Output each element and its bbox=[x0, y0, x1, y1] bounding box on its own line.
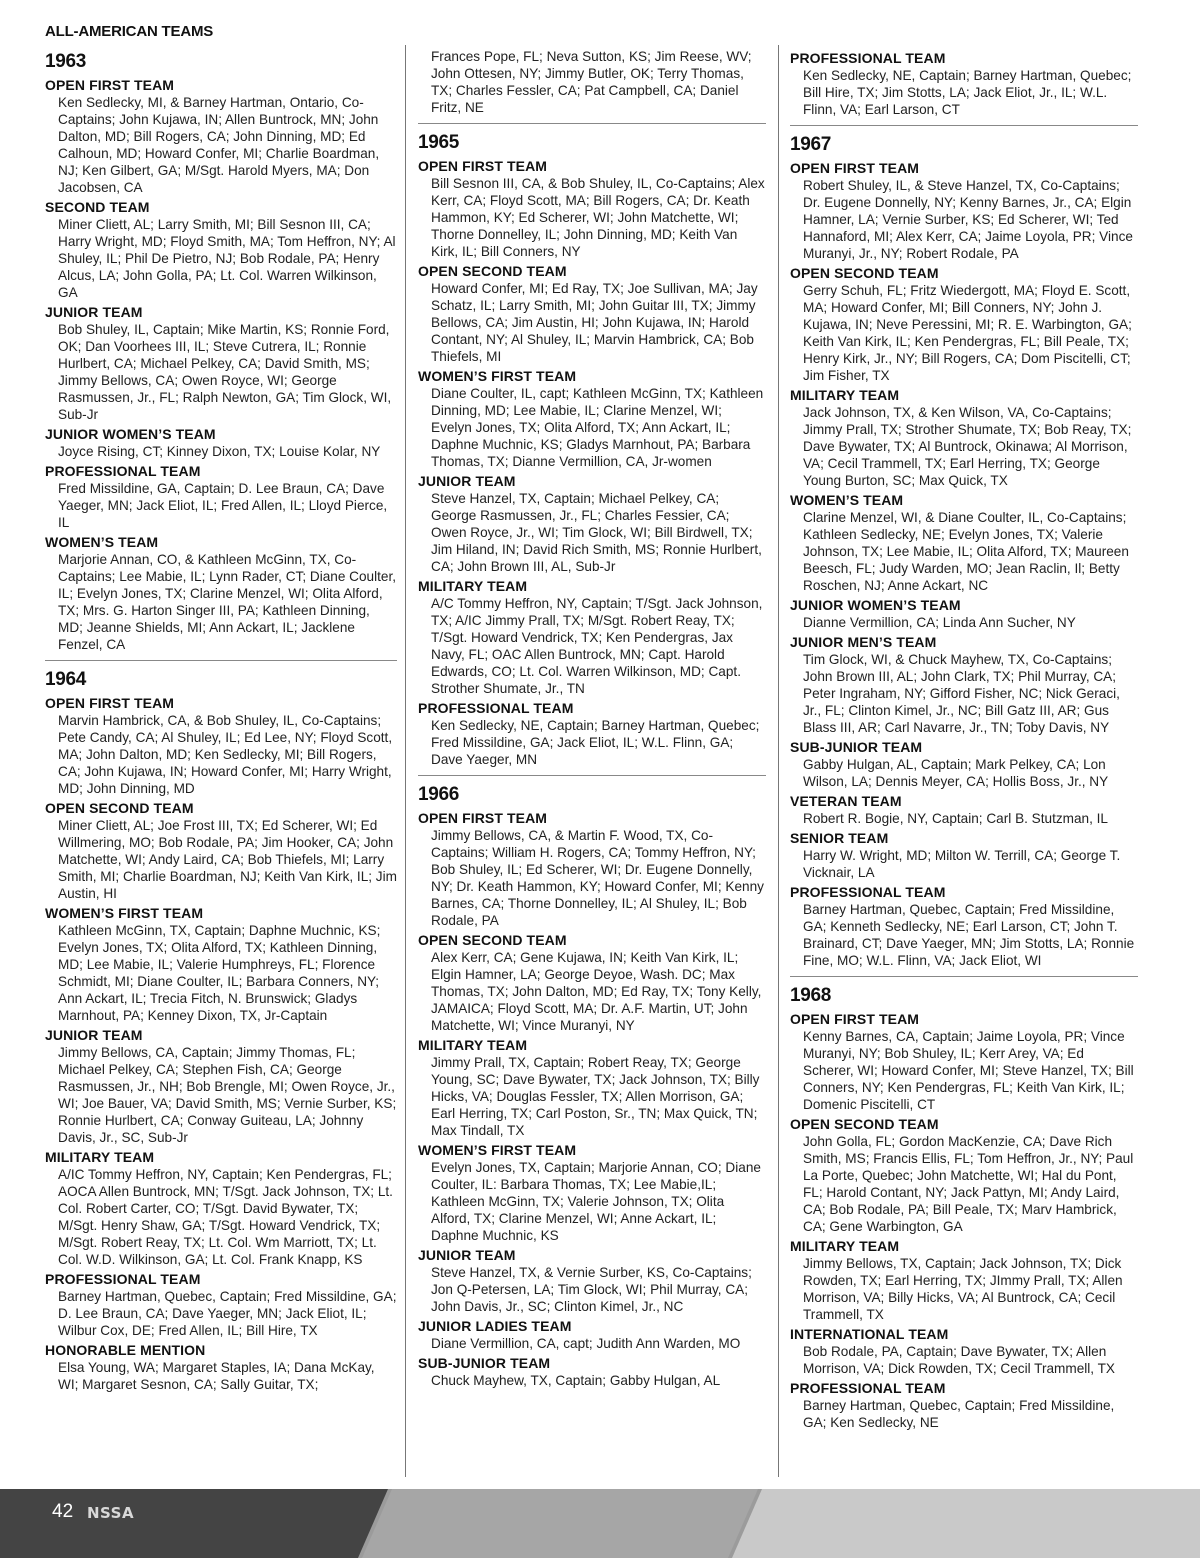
team-roster: Jimmy Prall, TX, Captain; Robert Reay, TX; George Young, SC; Dave Bywater, TX; Jack Johnson, TX; Billy Hicks, VA; Douglas Fessler, TX; Allen Morrison, GA; Earl Herring, TX; Carl Poston, Sr., TN; Max Quick, TN; Max Tindall, TX bbox=[431, 1055, 760, 1138]
team-title: SENIOR TEAM bbox=[790, 830, 889, 846]
team-title: SECOND TEAM bbox=[45, 199, 150, 215]
year-heading: 1966 bbox=[418, 784, 460, 805]
team-title: JUNIOR TEAM bbox=[45, 304, 143, 320]
team-roster: Diane Vermillion, CA, capt; Judith Ann Warden, MO bbox=[431, 1336, 741, 1351]
column-3 bbox=[790, 48, 1138, 1434]
team-roster: Ken Sedlecky, NE, Captain; Barney Hartman, Quebec; Fred Missildine, GA; Jack Eliot, IL; W.L. Flinn, GA; Dave Yaeger, MN bbox=[431, 718, 760, 767]
team-title: OPEN SECOND TEAM bbox=[418, 932, 567, 948]
team-title: JUNIOR TEAM bbox=[418, 1247, 516, 1263]
year-heading: 1965 bbox=[418, 132, 460, 153]
team-roster: Elsa Young, WA; Margaret Staples, IA; Dana McKay, WI; Margaret Sesnon, CA; Sally Guitar, TX; bbox=[58, 1360, 375, 1392]
team-roster: Jimmy Bellows, CA, Captain; Jimmy Thomas, FL; Michael Pelkey, CA; Stephen Fish, CA; George Rasmussen, Jr., NH; Bob Brengle, MI; Owen Royce, Jr., WI; Joe Bauer, VA; David Smith, MS; Vernie Surber, KS; Ronnie Hurlbert, CA; Conway Guiteau, LA; Johnny Davis, Jr., SC, Sub-Jr bbox=[58, 1045, 397, 1145]
team-title: MILITARY TEAM bbox=[790, 1238, 900, 1254]
team-title: OPEN FIRST TEAM bbox=[418, 810, 548, 826]
team-roster: Bob Rodale, PA, Captain; Dave Bywater, TX; Allen Morrison, VA; Dick Rowden, TX; Cecil Trammell, TX bbox=[803, 1344, 1115, 1376]
team-title: MILITARY TEAM bbox=[418, 1037, 528, 1053]
team-title: WOMEN’S FIRST TEAM bbox=[45, 905, 204, 921]
team-roster: Jimmy Bellows, TX, Captain; Jack Johnson, TX; Dick Rowden, TX; Earl Herring, TX; JImmy Prall, TX; Allen Morrison, VA; Billy Hicks, VA; Al Buntrock, CA; Cecil Trammell, TX bbox=[803, 1256, 1123, 1322]
brand-logo: NSSA bbox=[87, 1504, 135, 1522]
team-title: OPEN SECOND TEAM bbox=[790, 265, 939, 281]
team-roster: Jack Johnson, TX, & Ken Wilson, VA, Co-Captains; Jimmy Prall, TX; Strother Shumate, TX; Bob Reay, TX; Dave Bywater, TX; Al Buntrock, Okinawa; Al Morrison, VA; Cecil Trammell, TX; Earl Herring, TX; George Young Burton, SC; Max Quick, TX bbox=[803, 405, 1132, 488]
footer-band-dark bbox=[0, 1489, 420, 1558]
team-roster: Marvin Hambrick, CA, & Bob Shuley, IL, Co-Captains; Pete Candy, CA; Al Shuley, IL; Ed Lee, NY; Floyd Scott, MA; John Dalton, MD; Ken Sedlecky, MI; Bill Rogers, CA; John Kujawa, IN; Howard Confer, MI; Harry Wright, MD; John Dinning, MD bbox=[58, 713, 393, 796]
team-roster: Miner Cliett, AL; Joe Frost III, TX; Ed Scherer, WI; Ed Willmering, MO; Bob Rodale, PA; Jim Hooker, CA; John Matchette, WI; Andy Laird, CA; Bob Thiefels, MI; Larry Smith, MI; Charlie Boardman, NJ; Keith Van Kirk, IL; Jim Austin, HI bbox=[58, 818, 397, 901]
year-heading: 1967 bbox=[790, 134, 832, 155]
column-divider bbox=[778, 45, 779, 1477]
team-roster: Tim Glock, WI, & Chuck Mayhew, TX, Co-Captains; John Brown III, AL; John Clark, TX; Phil Murray, CA; Peter Ingraham, NY; Gifford Fisher, NC; Nick Geraci, Jr., FL; Clinton Kimel, Jr., NC; Bill Gatz III, AR; Gus Blass III, AR; Carl Navarre, Jr., TN; Toby Davis, NY bbox=[803, 652, 1120, 735]
team-title: JUNIOR TEAM bbox=[45, 1027, 143, 1043]
team-title: JUNIOR WOMEN’S TEAM bbox=[790, 597, 961, 613]
year-section bbox=[418, 123, 766, 768]
team-title: PROFESSIONAL TEAM bbox=[45, 463, 201, 479]
column-2 bbox=[418, 48, 766, 1392]
year-section bbox=[45, 660, 397, 1393]
team-title: INTERNATIONAL TEAM bbox=[790, 1326, 949, 1342]
team-roster: Howard Confer, MI; Ed Ray, TX; Joe Sullivan, MA; Jay Schatz, IL; Larry Smith, MI; John Guitar III, TX; Jimmy Bellows, CA; Jim Austin, HI; John Kujawa, IN; Harold Contant, NY; Al Shuley, IL; Marvin Hambrick, CA; Bob Thiefels, MI bbox=[431, 281, 758, 364]
team-title: MILITARY TEAM bbox=[45, 1149, 155, 1165]
team-title: MILITARY TEAM bbox=[790, 387, 900, 403]
team-title: HONORABLE MENTION bbox=[45, 1342, 206, 1358]
team-title: MILITARY TEAM bbox=[418, 578, 528, 594]
team-roster: Barney Hartman, Quebec, Captain; Fred Missildine, GA; D. Lee Braun, CA; Dave Yaeger, MN; Jack Eliot, IL; Wilbur Cox, DE; Fred Allen, IL; Bill Hire, TX bbox=[58, 1289, 397, 1338]
team-roster: John Golla, FL; Gordon MacKenzie, CA; Dave Rich Smith, MS; Francis Ellis, FL; Tom Heffron, Jr., NY; Paul La Porte, Quebec; John Matchette, WI; Hal du Pont, FL; Harold Contant, NY; Jack Pattyn, MI; Andy Laird, CA; Bob Rodale, PA; Bill Peale, TX; Marv Hambrick, CA; Gene Warbington, GA bbox=[803, 1134, 1134, 1234]
team-title: PROFESSIONAL TEAM bbox=[790, 884, 946, 900]
team-roster: Robert Shuley, IL, & Steve Hanzel, TX, Co-Captains; Dr. Eugene Donnelly, NY; Kenny Barnes, Jr., CA; Elgin Hamner, LA; Vernie Surber, KS; Ed Scherer, WI; Ted Hannaford, MI; Alex Kerr, CA; Jaime Loyola, PR; Vince Muranyi, Jr., NY; Robert Rodale, PA bbox=[803, 178, 1133, 261]
footer-band bbox=[0, 1489, 1200, 1558]
team-roster: Kenny Barnes, CA, Captain; Jaime Loyola, PR; Vince Muranyi, NY; Bob Shuley, IL; Kerr Arey, VA; Ed Scherer, WI; Howard Confer, MI; Steve Hanzel, TX; Bill Conners, NY; Ken Pendergras, FL; Keith Van Kirk, IL; Domenic Piscitelli, CT bbox=[803, 1029, 1134, 1112]
team-roster: Miner Cliett, AL; Larry Smith, MI; Bill Sesnon III, CA; Harry Wright, MD; Floyd Smith, MA; Tom Heffron, NY; Al Shuley, IL; Phil De Pietro, NJ; Bob Rodale, PA; Henry Alcus, LA; John Golla, PA; Lt. Col. Warren Wilkinson, GA bbox=[58, 217, 396, 300]
column-1 bbox=[45, 50, 397, 1396]
team-title: VETERAN TEAM bbox=[790, 793, 902, 809]
team-title: OPEN FIRST TEAM bbox=[418, 158, 548, 174]
year-heading: 1968 bbox=[790, 985, 832, 1006]
team-title: OPEN SECOND TEAM bbox=[790, 1116, 939, 1132]
team-roster: Clarine Menzel, WI, & Diane Coulter, IL, Co-Captains; Kathleen Sedlecky, NE; Evelyn Jones, TX; Valerie Johnson, TX; Lee Mabie, IL; Olita Alford, TX; Maureen Beesch, FL; Judy Warden, MO; Jean Raclin, Il; Betty Roschen, NJ; Anne Ackart, NC bbox=[803, 510, 1129, 593]
team-roster: Steve Hanzel, TX, Captain; Michael Pelkey, CA; George Rasmussen, Jr., FL; Charles Fessier, CA; Owen Royce, Jr., WI; Tim Glock, WI; Bill Birdwell, TX; Jim Hiland, IN; David Rich Smith, MS; Ronnie Hurlbert, CA; John Brown III, AL, Sub-Jr bbox=[431, 491, 762, 574]
team-title: OPEN FIRST TEAM bbox=[790, 1011, 920, 1027]
team-title: OPEN FIRST TEAM bbox=[790, 160, 920, 176]
year-section bbox=[45, 50, 397, 653]
team-roster: Diane Coulter, IL, capt; Kathleen McGinn, TX; Kathleen Dinning, MD; Lee Mabie, IL; Clarine Menzel, WI; Evelyn Jones, TX; Olita Alford, TX; Ann Ackart, IL; Daphne Muchnic, KS; Gladys Marnhout, PA; Barbara Thomas, TX; Dianne Vermillion, CA, Jr-women bbox=[431, 386, 764, 469]
team-roster: Steve Hanzel, TX, & Vernie Surber, KS, Co-Captains; Jon Q-Petersen, LA; Tim Glock, WI; Phil Murray, CA; John Davis, Jr., SC; Clinton Kimel, Jr., NC bbox=[431, 1265, 752, 1314]
team-roster: Bob Shuley, IL, Captain; Mike Martin, KS; Ronnie Ford, OK; Dan Voorhees III, IL; Steve Cutrera, IL; Ronnie Hurlbert, CA; Michael Pelkey, CA; David Smith, MS; Jimmy Bellows, CA; Owen Royce, WI; George Rasmussen, Jr., FL; Ralph Newton, GA; Tim Glock, WI, Sub-Jr bbox=[58, 322, 392, 422]
team-title: OPEN FIRST TEAM bbox=[45, 77, 175, 93]
team-roster: Marjorie Annan, CO, & Kathleen McGinn, TX, Co-Captains; Lee Mabie, IL; Lynn Rader, CT; Diane Coulter, IL; Evelyn Jones, TX; Clarine Menzel, WI; Olita Alford, TX; Mrs. G. Harton Singer III, PA; Kathleen Dinning, MD; Jeanne Shields, MI; Ann Ackart, IL; Jacklene Fenzel, CA bbox=[58, 552, 397, 652]
team-title: PROFESSIONAL TEAM bbox=[418, 700, 574, 716]
team-title: OPEN SECOND TEAM bbox=[418, 263, 567, 279]
team-roster: A/IC Tommy Heffron, NY, Captain; Ken Pendergras, FL; AOCA Allen Buntrock, MN; T/Sgt. Jack Johnson, TX; Lt. Col. Robert Carter, CO; T/Sgt. David Bywater, TX; M/Sgt. Henry Shaw, GA; T/Sgt. Howard Vendrick, TX; M/Sgt. Robert Reay, TX; Lt. Col. Wm Marriott, TX; Lt. Col. W.D. Wilkinson, GA; Lt. Col. Frank Knapp, KS bbox=[58, 1167, 393, 1267]
year-section bbox=[790, 976, 1138, 1431]
page-number: 42 bbox=[52, 1501, 74, 1522]
team-title: OPEN FIRST TEAM bbox=[45, 695, 175, 711]
team-roster: Bill Sesnon III, CA, & Bob Shuley, IL, Co-Captains; Alex Kerr, CA; Floyd Scott, MA; Bill Rogers, CA; Dr. Keath Hammon, KY; Ed Scherer, WI; John Matchette, WI; Thorne Donnelley, IL; John Dinning, MD; Keith Van Kirk, IL; Bill Conners, NY bbox=[431, 176, 765, 259]
team-title: WOMEN’S TEAM bbox=[45, 534, 159, 550]
team-roster: Chuck Mayhew, TX, Captain; Gabby Hulgan, AL bbox=[431, 1373, 721, 1388]
team-roster: Joyce Rising, CT; Kinney Dixon, TX; Louise Kolar, NY bbox=[58, 444, 381, 459]
team-title: JUNIOR LADIES TEAM bbox=[418, 1318, 572, 1334]
team-title: JUNIOR MEN’S TEAM bbox=[790, 634, 937, 650]
team-roster: Ken Sedlecky, NE, Captain; Barney Hartman, Quebec; Bill Hire, TX; Jim Stotts, LA; Jack Eliot, Jr., IL; W.L. Flinn, VA; Earl Larson, CT bbox=[803, 68, 1132, 117]
team-roster: Evelyn Jones, TX, Captain; Marjorie Annan, CO; Diane Coulter, IL: Barbara Thomas, TX; Lee Mabie,IL; Kathleen McGinn, TX; Valerie Johnson, TX; Olita Alford, TX; Clarine Menzel, WI; Anne Ackart, IL; Daphne Muchnic, KS bbox=[431, 1160, 761, 1243]
team-title: PROFESSIONAL TEAM bbox=[790, 50, 946, 66]
team-title: PROFESSIONAL TEAM bbox=[790, 1380, 946, 1396]
page-header: ALL-AMERICAN TEAMS bbox=[45, 23, 214, 40]
team-title: WOMEN’S FIRST TEAM bbox=[418, 368, 577, 384]
team-roster: Kathleen McGinn, TX, Captain; Daphne Muchnic, KS; Evelyn Jones, TX; Olita Alford, TX; Kathleen Dinning, MD; Lee Mabie, IL; Valerie Humphreys, FL; Florence Schmidt, MI; Diane Coulter, IL; Barbara Conners, NY; Ann Ackart, IL; Trecia Fitch, N. Brunswick; Gladys Marnhout, PA; Kenney Dixon, TX, Jr-Captain bbox=[58, 923, 381, 1023]
year-section bbox=[418, 775, 766, 1389]
team-title: WOMEN’S TEAM bbox=[790, 492, 904, 508]
team-roster: Robert R. Bogie, NY, Captain; Carl B. Stutzman, IL bbox=[803, 811, 1108, 826]
year-section bbox=[418, 48, 766, 116]
team-roster: Ken Sedlecky, MI, & Barney Hartman, Ontario, Co-Captains; John Kujawa, IN; Allen Buntrock, MN; John Dalton, MD; Bill Rogers, CA; John Dinning, MD; Ed Calhoun, MD; Howard Confer, MI; Charlie Boardman, NJ; Ken Gilbert, GA; M/Sgt. Harold Myers, MA; Don Jacobsen, CA bbox=[58, 95, 380, 195]
team-roster: Gerry Schuh, FL; Fritz Wiedergott, MA; Floyd E. Scott, MA; Howard Confer, MI; Bill Conners, NY; John J. Kujawa, IN; Neve Peressini, MI; R. E. Warbington, GA; Keith Van Kirk, IL; Ken Pendergras, FL; Bill Peale, TX; Henry Kirk, Jr., NY; Bill Rogers, CA; Dom Piscitelli, CT; Jim Fisher, TX bbox=[803, 283, 1132, 383]
team-roster: Gabby Hulgan, AL, Captain; Mark Pelkey, CA; Lon Wilson, LA; Dennis Meyer, CA; Hollis Boss, Jr., NY bbox=[803, 757, 1109, 789]
team-roster: Harry W. Wright, MD; Milton W. Terrill, CA; George T. Vicknair, LA bbox=[803, 848, 1121, 880]
team-roster: A/C Tommy Heffron, NY, Captain; T/Sgt. Jack Johnson, TX; A/IC Jimmy Prall, TX; M/Sgt. Robert Reay, TX; T/Sgt. Howard Vendrick, TX; Ken Pendergras, Jax Navy, FL; OAC Allen Buntrock, MN; Capt. Harold Edwards, CO; Lt. Col. Warren Wilkinson, MD; Capt. Strother Shumate, Jr., TN bbox=[431, 596, 763, 696]
team-title: SUB-JUNIOR TEAM bbox=[418, 1355, 551, 1371]
year-section bbox=[790, 125, 1138, 969]
team-roster: Barney Hartman, Quebec, Captain; Fred Missildine, GA; Kenneth Sedlecky, NE; Earl Larson, CT; John T. Brainard, CT; Dave Yaeger, MN; Jim Stotts, LA; Ronnie Fine, MO; W.L. Flinn, VA; Jack Eliot, WI bbox=[803, 902, 1135, 968]
year-heading: 1964 bbox=[45, 669, 87, 690]
team-roster: Barney Hartman, Quebec, Captain; Fred Missildine, GA; Ken Sedlecky, NE bbox=[803, 1398, 1115, 1430]
team-title: WOMEN’S FIRST TEAM bbox=[418, 1142, 577, 1158]
team-title: OPEN SECOND TEAM bbox=[45, 800, 194, 816]
team-roster: Jimmy Bellows, CA, & Martin F. Wood, TX, Co-Captains; William H. Rogers, CA; Tommy Heffron, NY; Bob Shuley, IL; Ed Scherer, WI; Dr. Eugene Donnelly, NY; Dr. Keath Hammon, KY; Howard Confer, MI; Kenny Barnes, CA; Thorne Donnelley, IL; Al Shuley, IL; Bob Rodale, PA bbox=[431, 828, 764, 928]
year-section bbox=[790, 50, 1138, 118]
team-title: PROFESSIONAL TEAM bbox=[45, 1271, 201, 1287]
column-divider bbox=[405, 45, 406, 1477]
team-roster: Fred Missildine, GA, Captain; D. Lee Braun, CA; Dave Yaeger, MN; Jack Eliot, IL; Fred Allen, IL; Lloyd Pierce, IL bbox=[58, 481, 388, 530]
team-roster: Alex Kerr, CA; Gene Kujawa, IN; Keith Van Kirk, IL; Elgin Hamner, LA; George Deyoe, Wash. DC; Max Thomas, TX; John Dalton, MD; Ed Ray, TX; Tony Kelly, JAMAICA; Floyd Scott, MA; Dr. A.F. Martin, UT; John Matchette, WI; Vince Muranyi, NY bbox=[431, 950, 762, 1033]
team-roster: Dianne Vermillion, CA; Linda Ann Sucher, NY bbox=[803, 615, 1076, 630]
team-roster: Frances Pope, FL; Neva Sutton, KS; Jim Reese, WV; John Ottesen, NY; Jimmy Butler, OK; Terry Thomas, TX; Charles Fessler, CA; Pat Campbell, CA; Daniel Fritz, NE bbox=[431, 49, 752, 115]
year-heading: 1963 bbox=[45, 51, 87, 72]
team-title: JUNIOR WOMEN’S TEAM bbox=[45, 426, 216, 442]
team-title: JUNIOR TEAM bbox=[418, 473, 516, 489]
team-title: SUB-JUNIOR TEAM bbox=[790, 739, 923, 755]
